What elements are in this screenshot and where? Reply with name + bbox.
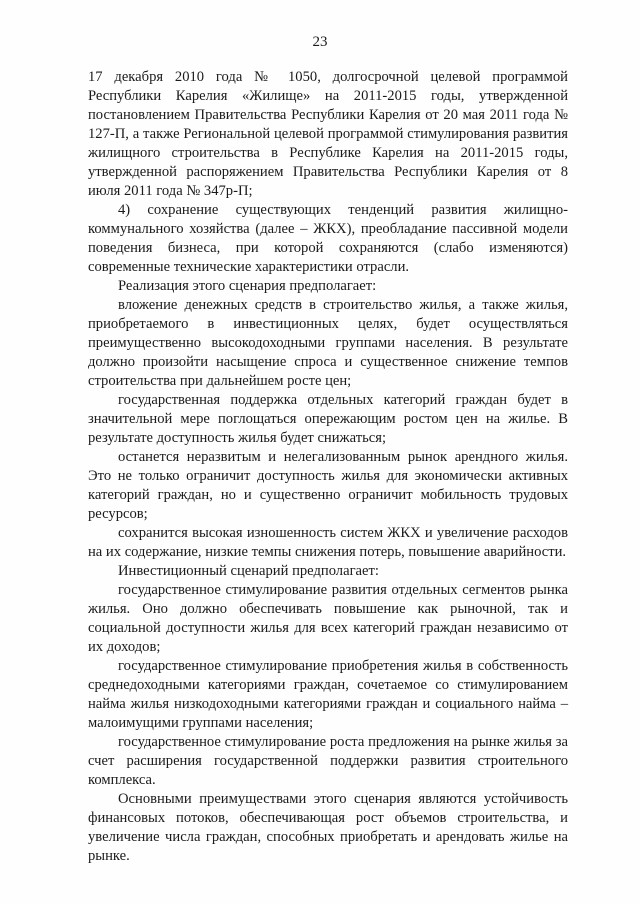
- paragraph: 17 декабря 2010 года № 1050, долгосрочной целевой программой Республики Карелия «Жилище» на 2011-2015 годы, утвержденной постановлением Правительства Республики Карелия от 20 мая 2011 года № 127-П, а также Региональной целевой программой стимулирования развития жилищного строительства в Республике Карелия на 2011-2015 годы, утвержденной распоряжением Правительства Республики Карелия от 8 июля 2011 года № 347р-П;: [88, 69, 568, 199]
- paragraph: государственное стимулирование развития отдельных сегментов рынка жилья. Оно должно обеспечивать повышение как рыночной, так и социальной доступности жилья для всех категорий граждан независимо от их доходов;: [88, 582, 568, 655]
- page-number: 23: [312, 34, 328, 50]
- paragraph: Инвестиционный сценарий предполагает:: [118, 563, 379, 579]
- paragraph: сохранится высокая изношенность систем ЖКХ и увеличение расходов на их содержание, низкие темпы снижения потерь, повышение аварийности.: [88, 525, 568, 560]
- paragraph: государственное стимулирование роста предложения на рынке жилья за счет расширения государственной поддержки развития строительного комплекса.: [88, 734, 568, 788]
- paragraph: государственная поддержка отдельных категорий граждан будет в значительной мере поглощаться опережающим ростом цен на жилье. В результате доступность жилья будет снижаться;: [88, 392, 568, 446]
- paragraph: государственное стимулирование приобретения жилья в собственность среднедоходными категориями граждан, сочетаемое со стимулированием найма жилья низкодоходными категориями граждан и социального найма – малоимущими группами населения;: [88, 658, 568, 731]
- paragraph: Реализация этого сценария предполагает:: [118, 278, 377, 294]
- paragraph: вложение денежных средств в строительство жилья, а также жилья, приобретаемого в инвестиционных целях, будет осуществляться преимущественно высокодоходными группами населения. В результате должно произойти насыщение спроса и существенное снижение темпов строительства при дальнейшем росте цен;: [88, 297, 568, 389]
- paragraph: 4) сохранение существующих тенденций развития жилищно-коммунального хозяйства (далее – ЖКХ), преобладание пассивной модели поведения бизнеса, при которой сохраняются (слабо изменяются) современные технические характеристики отрасли.: [88, 202, 568, 275]
- paragraph: останется неразвитым и нелегализованным рынок арендного жилья. Это не только ограничит доступность жилья для экономически активных категорий граждан, но и существенно ограничит мобильность трудовых ресурсов;: [88, 449, 568, 522]
- paragraph: Основными преимуществами этого сценария являются устойчивость финансовых потоков, обеспечивающая рост объемов строительства, и увеличение числа граждан, способных приобретать и арендовать жилье на рынке.: [88, 791, 568, 864]
- body-text: [88, 68, 568, 866]
